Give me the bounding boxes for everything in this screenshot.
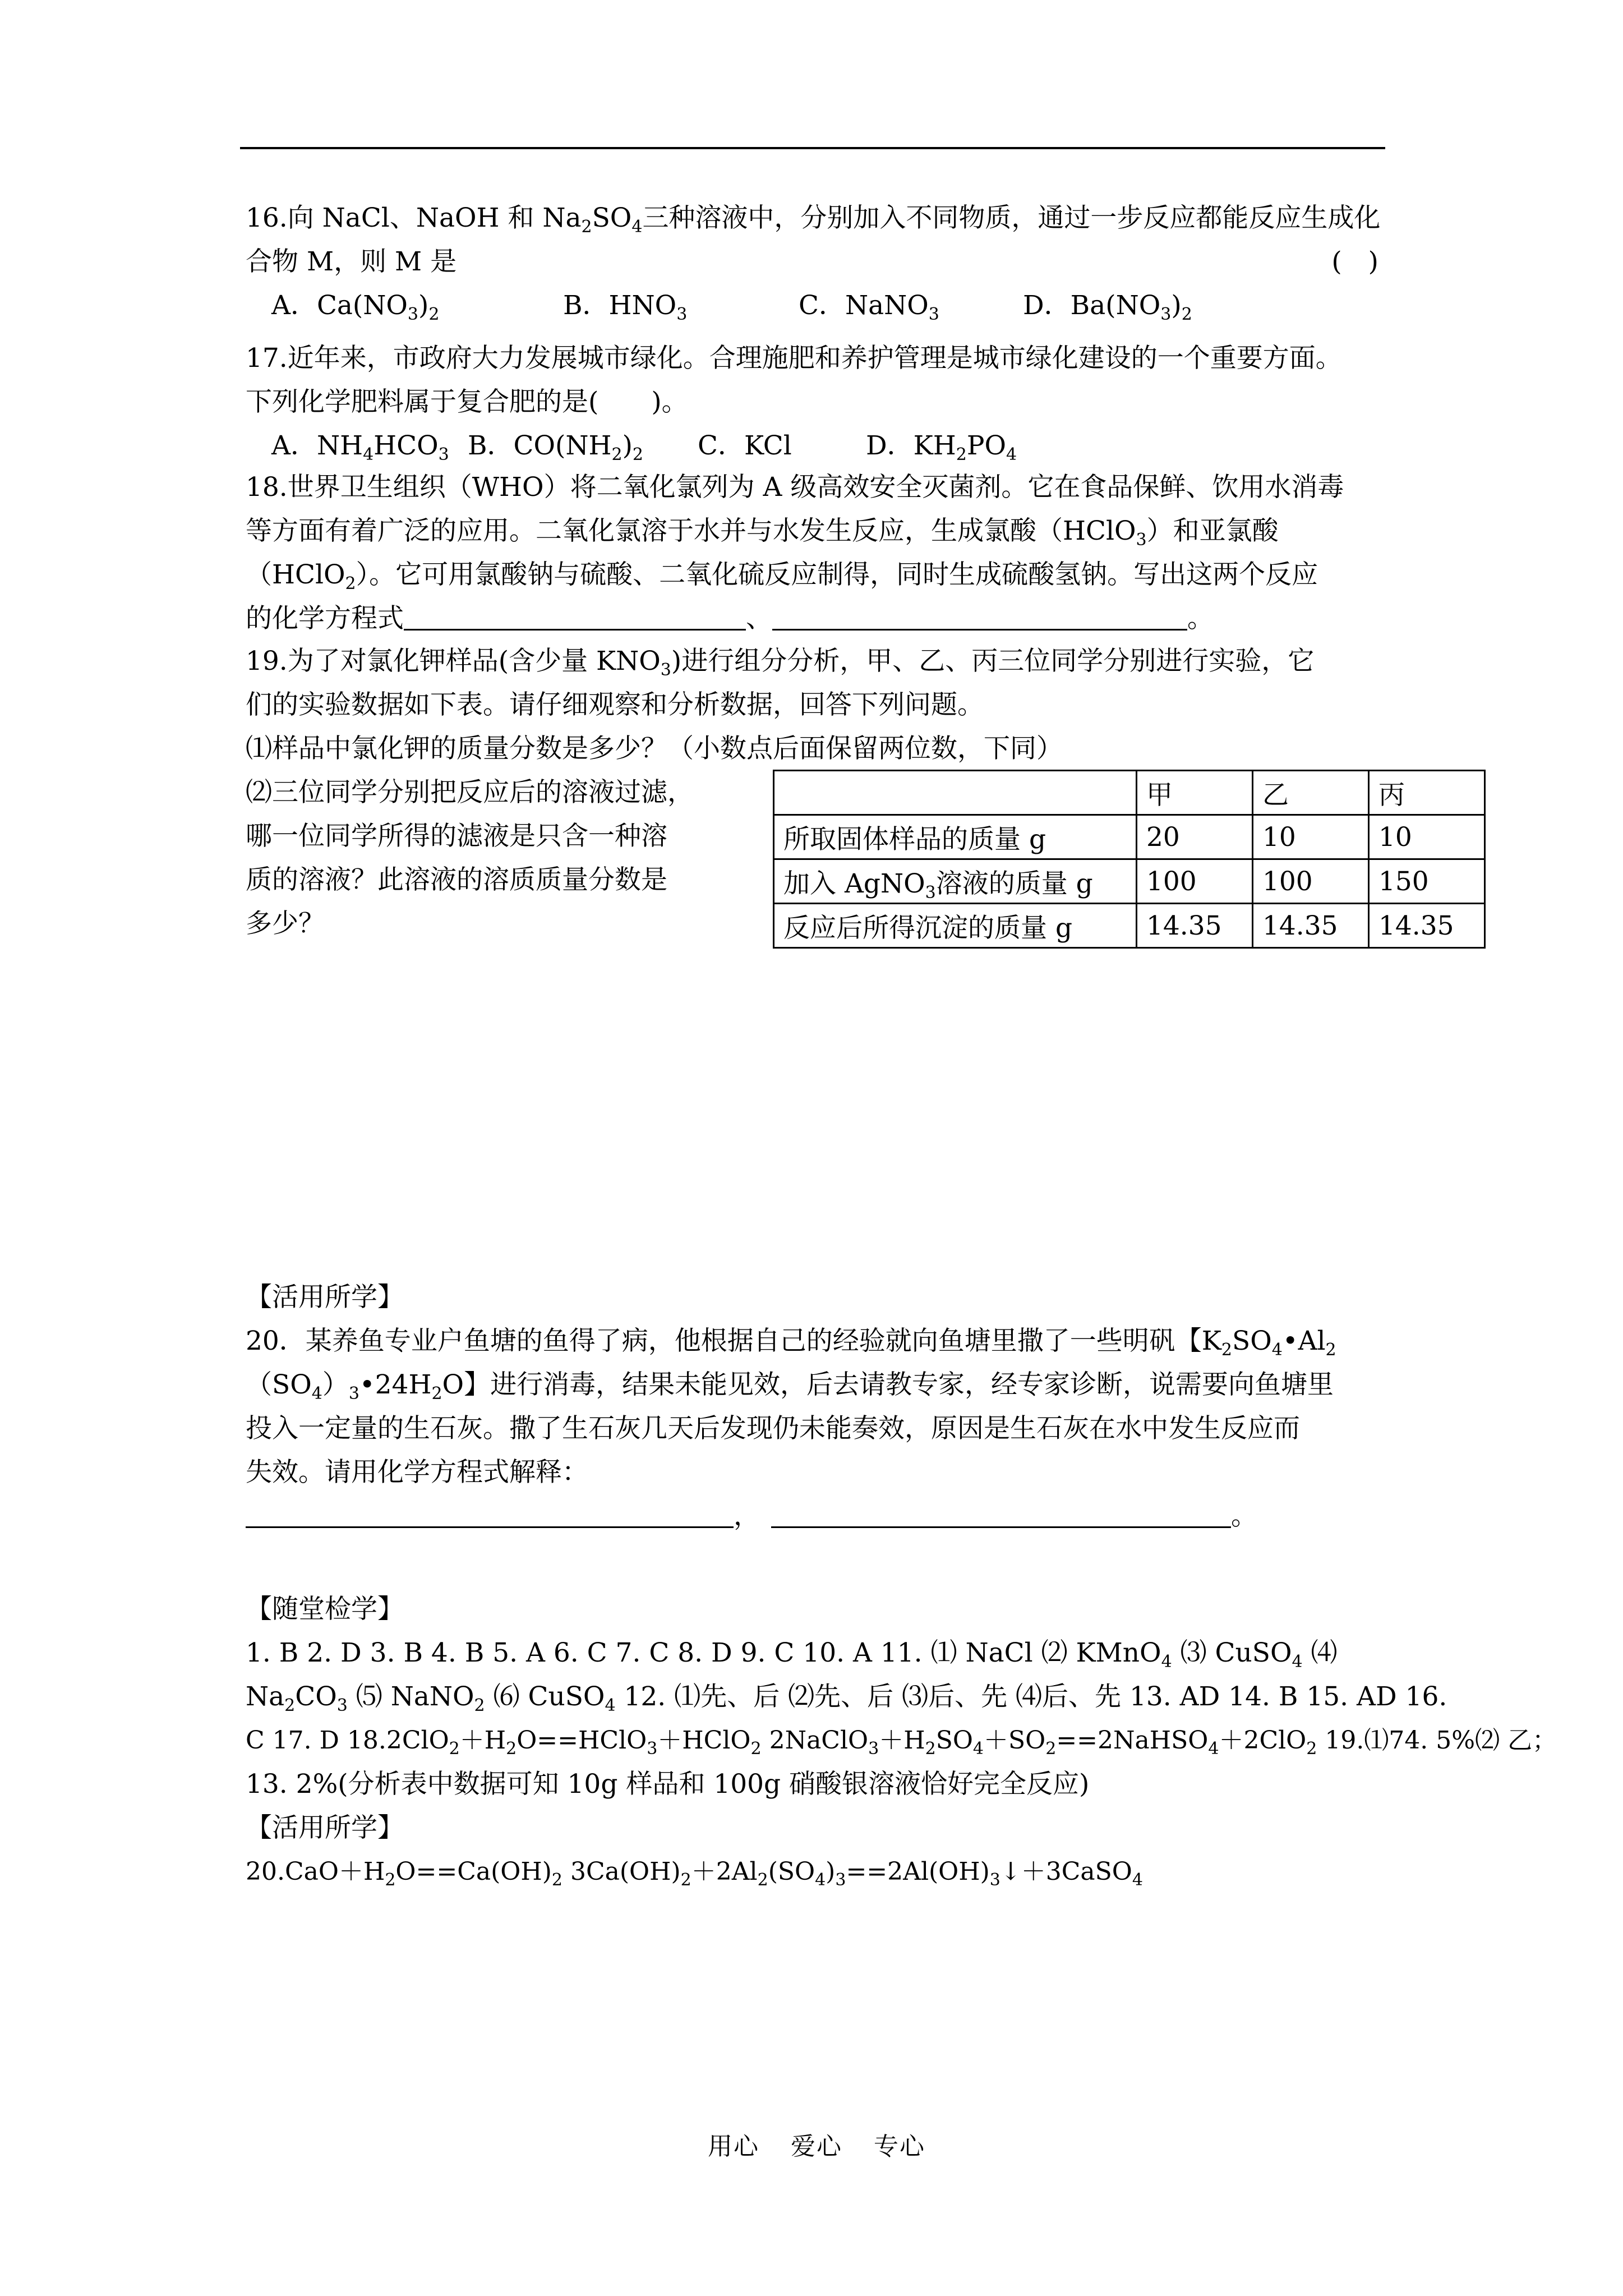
q17-options [246,424,1423,468]
table-cell: 10 [1253,815,1369,859]
q18-line2: 等方面有着广泛的应用。二氧化氯溶于水并与水发生反应，生成氯酸（HClO$_3$）和亚氯酸 [246,516,1279,550]
option-c: C．NaNO$_3$ [799,290,939,324]
q19-sub2-line3: 质的溶液？此溶液的溶质质量分数是 [246,864,667,895]
q20-line2: $(SO_4)_3•24H_2O$】进行消毒，结果未能见效，后去请教专家，经专家诊断，说需要向鱼塘里 [246,1369,1334,1404]
table-cell: 14.35 [1137,904,1253,948]
q20-line1: 20．某养鱼专业户鱼塘的鱼得了病，他根据自己的经验就向鱼塘里撒了一些明矾【$K_2SO_4•Al_2$ [246,1326,1336,1360]
q19-sub2-line2: 哪一位同学所得的滤液是只含一种溶 [246,821,667,852]
q20-answer-line: ， 。 [246,1494,1423,1538]
question-16 [246,196,1423,328]
q16-line2: 合物 M，则 M 是 ( ) [246,240,1423,284]
section-title: 【活用所学】 [246,1282,404,1313]
table-header-cell: 乙 [1253,771,1369,815]
answers-line3: C 17. D $18.2ClO_2+H_2O==HClO_3+HClO_2$ $2NaClO_3+H_2SO_4+SO_2==2NaHSO_4+2ClO_2$ 19.⑴74. 5%⑵ 乙； [246,1726,1557,1759]
q19-sub1: ⑴样品中氯化钾的质量分数是多少？（小数点后面保留两位数，下同） [246,733,1063,764]
table-cell: 20 [1137,815,1253,859]
q17-line1: 17.近年来，市政府大力发展城市绿化。合理施肥和养护管理是城市绿化建设的一个重要方面。 [246,343,1342,374]
answers-section [246,1588,1557,1894]
q17-line2: 下列化学肥料属于复合肥的是( )。 [246,386,688,417]
table-header-cell: 甲 [1137,771,1253,815]
apply-section [246,1276,1423,1538]
answers-line5: $20.CaO+H_2O==Ca(OH)_2$ $3Ca(OH)_2+2Al_2(SO_4)_3==2Al(OH)_3↓+3CaSO_4$ [246,1857,1143,1890]
table-header-cell: 丙 [1369,771,1485,815]
q20-line4: 失效。请用化学方程式解释： [246,1457,588,1488]
q20-line3: 投入一定量的生石灰。撒了生石灰几天后发现仍未能奏效，原因是生石灰在水中发生反应而 [246,1413,1300,1444]
q19-sub2-line1: ⑵三位同学分别把反应后的溶液过滤， [246,777,694,808]
table-cell: 14.35 [1253,904,1369,948]
option-d: D．$Ba(NO_3)_2$ [1023,290,1192,324]
table-cell: 10 [1369,815,1485,859]
answer-blank-4[interactable] [771,1496,1231,1528]
experiment-data-table [773,770,1486,949]
section-title: 【活用所学】 [246,1812,404,1843]
q19-line2: 们的实验数据如下表。请仔细观察和分析数据，回答下列问题。 [246,689,984,720]
q16-line1: 16.向 NaCl、NaOH 和 $Na_2SO_4$三种溶液中，分别加入不同物质，通过一步反应都能反应生成化 [246,203,1381,237]
q16-options [246,284,1423,328]
answers-line1: 1. B 2. D 3. B 4. B 5. A 6. C 7. C 8. D 9. C 10. A 11. ⑴ NaCl ⑵ KMnO$_4$ ⑶ CuSO$_4$ ⑷ [246,1637,1338,1672]
answer-blank-2[interactable] [772,599,1187,631]
q19-sub2-line4: 多少？ [246,908,325,939]
footer-word: 用心 [708,2132,759,2161]
section-title: 【随堂检学】 [246,1594,404,1625]
row-label: 加入 AgNO$_3$溶液的质量 g [774,859,1137,904]
question-18 [246,466,1423,641]
footer-word: 专心 [874,2132,925,2161]
q19-line1: 19.为了对氯化钾样品(含少量 $KNO_3$)进行组分分析，甲、乙、丙三位同学分别进行实验，它 [246,646,1315,680]
q18-line4: 的化学方程式 、 。 [246,597,1423,641]
footer-word: 爱心 [791,2132,842,2161]
table-cell: 14.35 [1369,904,1485,948]
answer-blank-3[interactable] [246,1496,734,1528]
answer-blank-1[interactable] [404,599,746,631]
answers-line2: $Na_2CO_3$ ⑸ NaNO$_2$ ⑹ CuSO$_4$ 12. ⑴先、后 ⑵先、后 ⑶后、先 ⑷后、先 13. AD 14. B 15. AD 16. [246,1681,1447,1715]
row-label: 所取固体样品的质量 g [774,815,1137,859]
answer-paren: ( ) [1331,246,1378,277]
header-rule [240,147,1385,149]
answers-line4: 13. 2%(分析表中数据可知 10g 样品和 100g 硝酸银溶液恰好完全反应) [246,1769,1090,1800]
option-d: D．$KH_2PO_4$ [866,430,1017,464]
table-cell: 100 [1253,859,1369,904]
option-b: B．$CO(NH_2)_2$ [468,430,644,464]
q18-line3: （HClO$_2$）。它可用氯酸钠与硫酸、二氧化硫反应制得，同时生成硫酸氢钠。写出这两个反应 [246,559,1318,593]
row-label: 反应后所得沉淀的质量 g [774,904,1137,948]
table-cell: 100 [1137,859,1253,904]
table-cell: 150 [1369,859,1485,904]
table-header-cell [774,771,1137,815]
option-b: B．$HNO_3$ [563,290,688,324]
option-c: C．KCl [698,430,792,461]
option-a: A．$Ca(NO_3)_2$ [271,290,440,324]
table-row [774,859,1485,904]
q18-line1: 18.世界卫生组织（WHO）将二氧化氯列为 A 级高效安全灭菌剂。它在食品保鲜、饮用水消毒 [246,472,1344,503]
page-footer [708,2126,957,2162]
table-header-row [774,771,1485,815]
option-a: A．$NH_4HCO_3$ [271,430,449,464]
table-row [774,904,1485,948]
table-row [774,815,1485,859]
question-17 [246,337,1423,468]
